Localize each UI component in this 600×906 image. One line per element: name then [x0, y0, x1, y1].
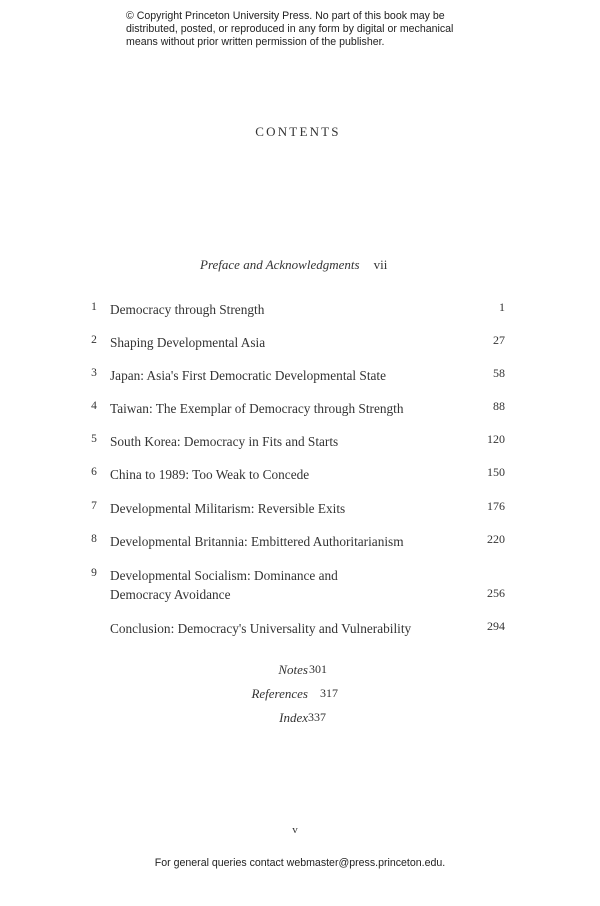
chapter-number: 8 — [91, 533, 97, 545]
chapter-page: 176 — [487, 499, 505, 513]
toc-preface-entry[interactable] — [200, 257, 387, 273]
chapter-page: 256 — [487, 586, 505, 600]
chapter-title: China to 1989: Too Weak to Concede — [110, 467, 310, 482]
chapter-page: 27 — [493, 333, 505, 347]
chapter-title: Democracy through Strength — [110, 302, 265, 317]
preface-title: Preface and Acknowledgments — [200, 257, 360, 272]
chapter-page: 1 — [499, 300, 505, 314]
chapter-page: 58 — [493, 366, 505, 380]
chapter-title: Shaping Developmental Asia — [110, 335, 266, 350]
chapter-title: Developmental Socialism: Dominance and Democracy Avoidance — [110, 568, 338, 602]
back-page: 337 — [308, 710, 326, 724]
chapter-number: 5 — [91, 433, 97, 445]
chapter-title: Taiwan: The Exemplar of Democracy through Strength — [110, 401, 404, 416]
chapter-title: South Korea: Democracy in Fits and Starts — [110, 434, 339, 449]
preface-page: vii — [373, 257, 388, 272]
chapter-number: 4 — [91, 400, 97, 412]
chapter-page: 220 — [487, 532, 505, 546]
chapter-number: 3 — [91, 367, 97, 379]
chapter-title: Conclusion: Democracy's Universality and Vulnerability — [110, 621, 412, 636]
page-number: v — [292, 824, 298, 836]
back-page: 317 — [320, 686, 338, 700]
contents-heading: CONTENTS — [255, 124, 341, 139]
chapter-number: 2 — [91, 334, 97, 346]
chapter-page: 120 — [487, 432, 505, 446]
back-page: 301 — [309, 662, 327, 676]
chapter-title: Developmental Militarism: Reversible Exits — [110, 501, 346, 516]
chapter-page: 88 — [493, 399, 505, 413]
chapter-page: 150 — [487, 465, 505, 479]
copyright-notice: © Copyright Princeton University Press. No part of this book may be distributed, posted, or reproduced in any form by digital or mechanical means without prior written permission of the publisher. — [126, 10, 454, 48]
chapter-title: Developmental Britannia: Embittered Authoritarianism — [110, 534, 404, 549]
chapter-number: 1 — [91, 301, 97, 313]
chapter-page: 294 — [487, 619, 505, 633]
back-title: References — [251, 686, 308, 701]
back-title: Notes — [278, 662, 308, 677]
back-title: Index — [279, 710, 308, 725]
chapter-number: 9 — [91, 567, 97, 579]
footer-contact: For general queries contact webmaster@press.princeton.edu. — [154, 857, 446, 869]
chapter-title: Japan: Asia's First Democratic Developmental State — [110, 368, 387, 383]
chapter-number: 7 — [91, 500, 97, 512]
chapter-number: 6 — [91, 466, 97, 478]
